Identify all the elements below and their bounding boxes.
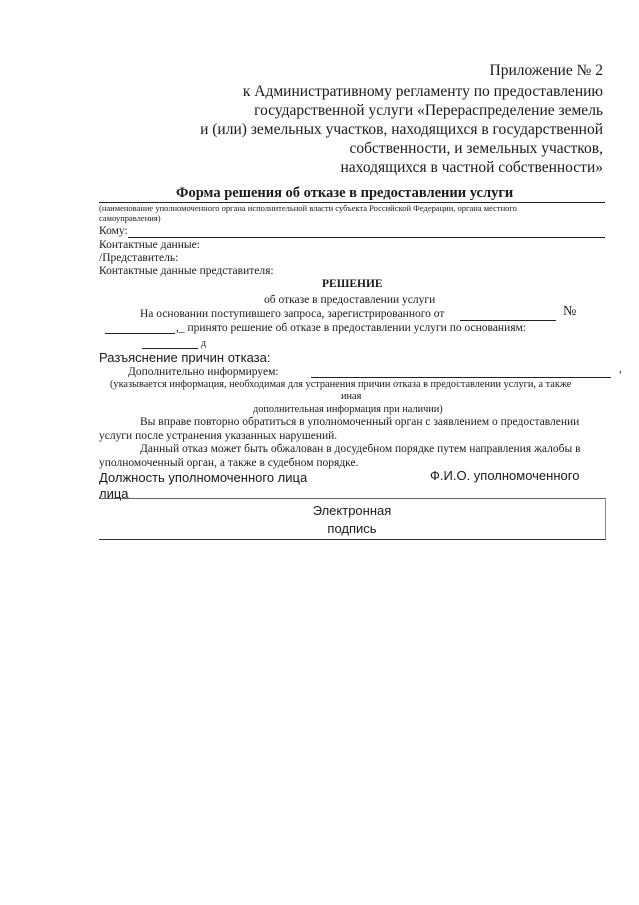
appeal-line-2: уполномоченный орган, а также в судебном порядке.: [99, 457, 359, 469]
to-label: Кому:: [99, 225, 128, 237]
to-field-line: [128, 237, 605, 238]
header-line-2: государственной услуги «Перераспределение земель: [254, 102, 603, 119]
hint-line-3: дополнительная информация при наличии): [253, 404, 443, 415]
header-line-3: и (или) земельных участков, находящихся в государственной: [200, 121, 603, 138]
header-line-4: собственности, и земельных участков,: [349, 140, 603, 157]
decision-subheading: об отказе в предоставлении услуги: [264, 294, 436, 306]
contacts-label: Контактные данные:: [99, 239, 200, 251]
basis-line-1: На основании поступившего запроса, зарегистрированного от: [140, 308, 445, 320]
position-label: Должность уполномоченного лица: [99, 470, 308, 485]
fio-label: Ф.И.О. уполномоченного: [430, 468, 580, 483]
number-sign: №: [563, 304, 577, 319]
hint-line-1: (указывается информация, необходимая для устранения причин отказа в предоставлении услуги, а также: [110, 379, 572, 390]
electronic-signature-box: [99, 498, 606, 540]
number-field-line: [105, 333, 175, 334]
fio-label-cont: лица: [99, 486, 129, 501]
header-line-1: к Административному регламенту по предоставлению: [242, 83, 603, 100]
authority-note-line-1: (наименование уполномоченного органа исполнительной власти субъекта Российской Федерации, органа местного: [99, 203, 517, 213]
grounds-field-line: [142, 348, 198, 349]
additional-info-line: [311, 377, 611, 378]
signature-label-line-1: Электронная: [312, 503, 392, 518]
appendix-title: Приложение № 2: [489, 62, 603, 79]
d-mark: д: [201, 338, 207, 349]
representative-label: /Представитель:: [99, 252, 179, 264]
basis-line-2: ,_ принято решение об отказе в предоставлении услуги по основаниям:: [176, 322, 526, 334]
authority-note-line-2: самоуправления): [99, 213, 161, 223]
explanation-label: Разъяснение причин отказа:: [99, 350, 271, 365]
appeal-line-1: Данный отказ может быть обжалован в досудебном порядке путем направления жалобы в: [140, 443, 581, 455]
comma-mark: ,: [619, 363, 622, 375]
date-field-line: [460, 320, 556, 321]
hint-line-2: иная: [341, 391, 362, 402]
form-title: Форма решения об отказе в предоставлении услуги: [176, 185, 514, 201]
additional-info-label: Дополнительно информируем:: [128, 366, 279, 378]
reapply-line-1: Вы вправе повторно обратиться в уполномоченный орган с заявлением о предоставлении: [140, 416, 580, 428]
rep-contacts-label: Контактные данные представителя:: [99, 265, 274, 277]
header-line-5: находящихся в частной собственности»: [340, 159, 603, 176]
decision-heading: РЕШЕНИЕ: [322, 278, 383, 290]
signature-label-line-2: подпись: [327, 521, 377, 536]
reapply-line-2: услуги после устранения указанных нарушений.: [99, 430, 338, 442]
